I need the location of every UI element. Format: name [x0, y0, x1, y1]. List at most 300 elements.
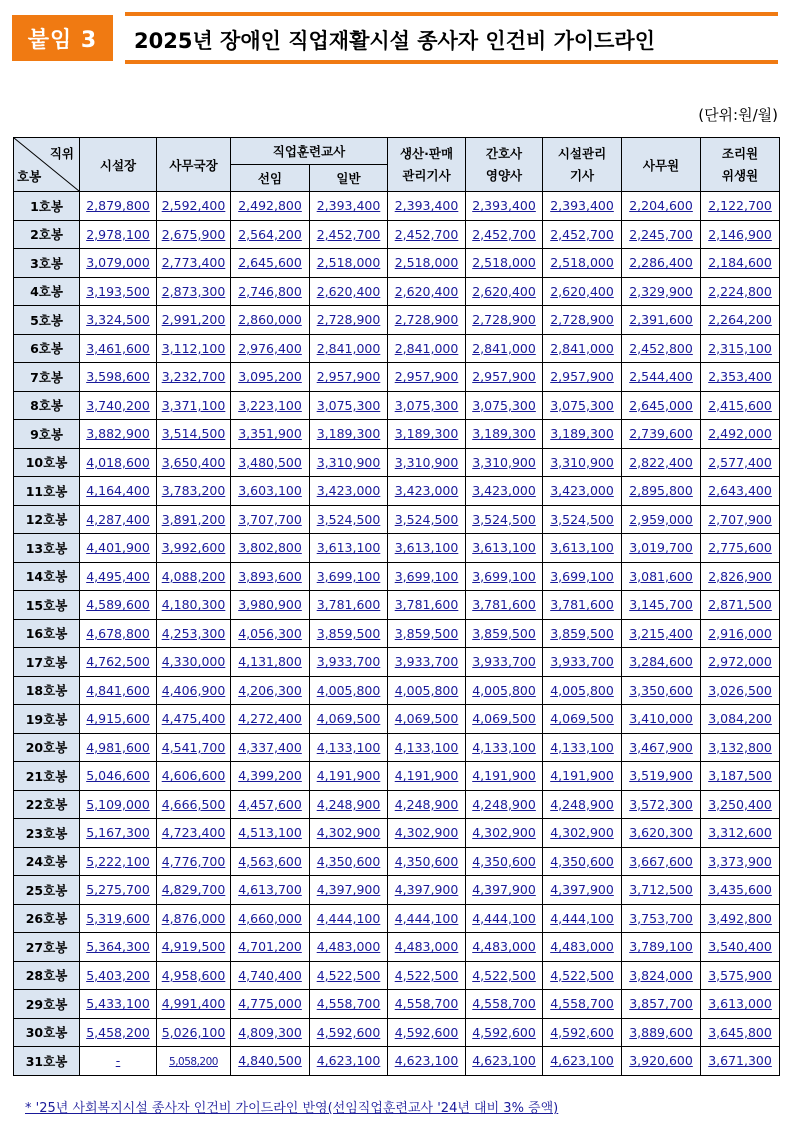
salary-value[interactable]: 3,893,600	[238, 568, 302, 584]
salary-value[interactable]: 5,167,300	[86, 825, 150, 841]
salary-value[interactable]: 4,337,400	[238, 739, 302, 755]
salary-value[interactable]: 5,433,100	[86, 996, 150, 1012]
salary-value[interactable]: 3,613,100	[316, 540, 381, 556]
salary-value[interactable]: 3,410,000	[629, 711, 693, 727]
salary-value[interactable]: 4,541,700	[161, 739, 226, 755]
salary-value[interactable]: 3,613,000	[708, 996, 772, 1012]
salary-value[interactable]: 4,740,400	[238, 967, 302, 983]
salary-value[interactable]: 4,613,700	[238, 882, 302, 898]
salary-value[interactable]: 3,423,000	[472, 483, 536, 499]
salary-value[interactable]: 4,350,600	[316, 853, 381, 869]
salary-value[interactable]: 4,302,900	[316, 825, 381, 841]
salary-value[interactable]: 4,397,900	[316, 882, 381, 898]
salary-value[interactable]: 3,781,600	[550, 597, 614, 613]
salary-value[interactable]: 3,645,800	[708, 1024, 772, 1040]
salary-value[interactable]: 2,841,000	[394, 340, 459, 356]
salary-value[interactable]: 4,191,900	[394, 768, 459, 784]
salary-value[interactable]: 2,452,700	[394, 226, 459, 242]
step-label: 11호봉	[14, 477, 80, 506]
salary-value[interactable]: 4,056,300	[238, 625, 302, 641]
salary-value[interactable]: 3,572,300	[629, 796, 693, 812]
step-label: 27호봉	[14, 933, 80, 962]
salary-value[interactable]: 2,492,800	[238, 198, 302, 214]
salary-value[interactable]: 4,701,200	[238, 939, 302, 955]
salary-value[interactable]: 2,976,400	[238, 340, 302, 356]
salary-cell	[388, 591, 466, 620]
salary-value[interactable]: -	[115, 1053, 121, 1069]
salary-value[interactable]: 2,841,000	[472, 340, 536, 356]
salary-value[interactable]: 3,079,000	[86, 255, 150, 271]
salary-value[interactable]: 2,746,800	[238, 283, 302, 299]
salary-value[interactable]: 3,781,600	[472, 597, 536, 613]
salary-cell	[388, 1018, 466, 1047]
salary-value[interactable]: 4,191,900	[472, 768, 536, 784]
salary-value[interactable]: 5,403,200	[86, 967, 150, 983]
salary-value[interactable]: 3,075,300	[550, 397, 614, 413]
salary-value[interactable]: 3,492,800	[708, 910, 772, 926]
salary-value[interactable]: 3,189,300	[316, 426, 381, 442]
salary-value[interactable]: 4,592,600	[394, 1024, 459, 1040]
salary-value[interactable]: 4,088,200	[161, 568, 226, 584]
salary-value[interactable]: 4,623,100	[316, 1053, 381, 1069]
salary-value[interactable]: 4,005,800	[472, 682, 536, 698]
salary-cell	[80, 220, 157, 249]
salary-value[interactable]: 2,957,900	[472, 369, 536, 385]
salary-value[interactable]: 4,444,100	[316, 910, 381, 926]
salary-value[interactable]: 3,667,600	[629, 853, 693, 869]
salary-value[interactable]: 4,444,100	[394, 910, 459, 926]
salary-value[interactable]: 2,957,900	[550, 369, 614, 385]
salary-value[interactable]: 3,189,300	[550, 426, 614, 442]
salary-value[interactable]: 4,397,900	[394, 882, 459, 898]
salary-value[interactable]: 4,302,900	[394, 825, 459, 841]
salary-value[interactable]: 2,620,400	[394, 283, 459, 299]
salary-value[interactable]: 3,514,500	[161, 426, 226, 442]
salary-value[interactable]: 3,859,500	[316, 625, 381, 641]
salary-value[interactable]: 3,026,500	[708, 682, 772, 698]
salary-value[interactable]: 3,351,900	[238, 426, 302, 442]
salary-value[interactable]: 2,518,000	[550, 255, 614, 271]
salary-value[interactable]: 2,146,900	[708, 226, 772, 242]
salary-value[interactable]: 4,606,600	[161, 768, 226, 784]
salary-value[interactable]: 4,762,500	[86, 654, 150, 670]
salary-value[interactable]: 4,302,900	[472, 825, 536, 841]
salary-value[interactable]: 4,981,600	[86, 739, 150, 755]
salary-value[interactable]: 2,518,000	[472, 255, 536, 271]
salary-value[interactable]: 4,558,700	[472, 996, 536, 1012]
salary-value[interactable]: 4,592,600	[472, 1024, 536, 1040]
salary-value[interactable]: 2,353,400	[708, 369, 772, 385]
salary-value[interactable]: 4,248,900	[472, 796, 536, 812]
salary-value[interactable]: 2,895,800	[629, 483, 693, 499]
salary-value[interactable]: 4,483,000	[394, 939, 459, 955]
salary-value[interactable]: 3,423,000	[550, 483, 614, 499]
salary-value[interactable]: 4,330,000	[161, 654, 226, 670]
salary-value[interactable]: 4,678,800	[86, 625, 150, 641]
table-row	[14, 534, 780, 563]
salary-value[interactable]: 4,483,000	[550, 939, 614, 955]
salary-value[interactable]: 5,364,300	[86, 939, 150, 955]
salary-value[interactable]: 4,005,800	[394, 682, 459, 698]
salary-value[interactable]: 4,457,600	[238, 796, 302, 812]
salary-value[interactable]: 5,319,600	[86, 910, 150, 926]
salary-value[interactable]: 4,206,300	[238, 682, 302, 698]
salary-value[interactable]: 3,575,900	[708, 967, 772, 983]
salary-value[interactable]: 3,857,700	[629, 996, 693, 1012]
salary-value[interactable]: 4,287,400	[86, 511, 150, 527]
salary-cell	[543, 648, 622, 677]
salary-value[interactable]: 2,245,700	[629, 226, 693, 242]
salary-value[interactable]: 3,699,100	[472, 568, 536, 584]
salary-value[interactable]: 3,310,900	[316, 454, 381, 470]
salary-value[interactable]: 2,452,700	[316, 226, 381, 242]
salary-value[interactable]: 3,312,600	[708, 825, 772, 841]
salary-value[interactable]: 3,350,600	[629, 682, 693, 698]
salary-value[interactable]: 2,822,400	[629, 454, 693, 470]
salary-value[interactable]: 4,958,600	[161, 967, 226, 983]
salary-value[interactable]: 4,133,100	[550, 739, 614, 755]
salary-value[interactable]: 2,452,700	[472, 226, 536, 242]
salary-value[interactable]: 2,775,600	[708, 540, 772, 556]
salary-value[interactable]: 5,275,700	[86, 882, 150, 898]
salary-value[interactable]: 5,046,600	[86, 768, 150, 784]
salary-value[interactable]: 2,415,600	[708, 397, 772, 413]
salary-value[interactable]: 4,350,600	[550, 853, 614, 869]
salary-value[interactable]: 3,933,700	[550, 654, 614, 670]
salary-value[interactable]: 3,882,900	[86, 426, 150, 442]
salary-cell	[80, 762, 157, 791]
salary-value[interactable]: 3,613,100	[472, 540, 536, 556]
salary-value[interactable]: 3,824,000	[629, 967, 693, 983]
salary-value[interactable]: 3,324,500	[86, 312, 150, 328]
salary-value[interactable]: 3,112,100	[161, 340, 226, 356]
salary-value[interactable]: 3,802,800	[238, 540, 302, 556]
salary-value[interactable]: 4,248,900	[394, 796, 459, 812]
salary-value[interactable]: 2,544,400	[629, 369, 693, 385]
salary-value[interactable]: 4,558,700	[550, 996, 614, 1012]
salary-cell	[466, 1018, 543, 1047]
salary-value[interactable]: 2,728,900	[472, 312, 536, 328]
salary-value[interactable]: 3,084,200	[708, 711, 772, 727]
salary-cell	[388, 819, 466, 848]
salary-value[interactable]: 3,232,700	[161, 369, 226, 385]
salary-cell	[310, 249, 388, 278]
salary-cell	[80, 448, 157, 477]
salary-value[interactable]: 2,620,400	[550, 283, 614, 299]
salary-value[interactable]: 3,373,900	[708, 853, 772, 869]
salary-value[interactable]: 3,671,300	[708, 1053, 772, 1069]
salary-value[interactable]: 4,776,700	[161, 853, 226, 869]
salary-value[interactable]: 3,781,600	[394, 597, 459, 613]
salary-value[interactable]: 4,513,100	[238, 825, 302, 841]
salary-value[interactable]: 2,957,900	[316, 369, 381, 385]
salary-value[interactable]: 3,992,600	[161, 540, 226, 556]
salary-value[interactable]: 4,018,600	[86, 454, 150, 470]
salary-value[interactable]: 2,315,100	[708, 340, 772, 356]
salary-value[interactable]: 3,712,500	[629, 882, 693, 898]
salary-value[interactable]: 3,650,400	[161, 454, 226, 470]
salary-value[interactable]: 2,728,900	[394, 312, 459, 328]
salary-value[interactable]: 4,069,500	[316, 711, 381, 727]
salary-cell	[543, 733, 622, 762]
salary-value[interactable]: 2,224,800	[708, 283, 772, 299]
salary-value[interactable]: 4,522,500	[472, 967, 536, 983]
salary-value[interactable]: 5,458,200	[86, 1024, 150, 1040]
salary-value[interactable]: 4,191,900	[316, 768, 381, 784]
salary-value[interactable]: 2,991,200	[161, 312, 226, 328]
salary-value[interactable]: 4,406,900	[161, 682, 226, 698]
salary-value[interactable]: 5,109,000	[86, 796, 150, 812]
salary-value[interactable]: 3,075,300	[394, 397, 459, 413]
salary-value[interactable]: 3,187,500	[708, 768, 772, 784]
salary-cell	[622, 619, 701, 648]
salary-value[interactable]: 3,193,500	[86, 283, 150, 299]
salary-cell	[543, 591, 622, 620]
salary-value[interactable]: 3,707,700	[238, 511, 302, 527]
salary-value[interactable]: 4,841,600	[86, 682, 150, 698]
salary-value[interactable]: 2,841,000	[316, 340, 381, 356]
salary-value[interactable]: 4,401,900	[86, 540, 150, 556]
salary-value[interactable]: 3,310,900	[472, 454, 536, 470]
salary-value[interactable]: 4,350,600	[394, 853, 459, 869]
salary-value[interactable]: 3,699,100	[394, 568, 459, 584]
salary-value[interactable]: 3,889,600	[629, 1024, 693, 1040]
salary-value[interactable]: 3,519,900	[629, 768, 693, 784]
salary-value[interactable]: 2,393,400	[550, 198, 614, 214]
salary-value[interactable]: 4,005,800	[550, 682, 614, 698]
salary-value[interactable]: 3,891,200	[161, 511, 226, 527]
salary-value[interactable]: 2,916,000	[708, 625, 772, 641]
salary-value[interactable]: 2,492,000	[708, 426, 772, 442]
salary-value[interactable]: 3,371,100	[161, 397, 226, 413]
salary-value[interactable]: 4,253,300	[161, 625, 226, 641]
salary-value[interactable]: 4,558,700	[394, 996, 459, 1012]
salary-value[interactable]: 4,444,100	[472, 910, 536, 926]
salary-value[interactable]: 2,645,600	[238, 255, 302, 271]
salary-value[interactable]: 4,069,500	[472, 711, 536, 727]
salary-value[interactable]: 4,495,400	[86, 568, 150, 584]
salary-value[interactable]: 2,957,900	[394, 369, 459, 385]
salary-cell	[231, 1047, 310, 1076]
salary-value[interactable]: 3,933,700	[472, 654, 536, 670]
salary-value[interactable]: 3,859,500	[472, 625, 536, 641]
salary-value[interactable]: 2,773,400	[161, 255, 226, 271]
salary-value[interactable]: 4,592,600	[316, 1024, 381, 1040]
salary-value[interactable]: 3,933,700	[394, 654, 459, 670]
salary-value[interactable]: 4,444,100	[550, 910, 614, 926]
salary-value[interactable]: 3,540,400	[708, 939, 772, 955]
salary-value[interactable]: 3,145,700	[629, 597, 693, 613]
salary-value[interactable]: 4,660,000	[238, 910, 302, 926]
salary-value[interactable]: 3,435,600	[708, 882, 772, 898]
salary-value[interactable]: 3,284,600	[629, 654, 693, 670]
salary-value[interactable]: 3,215,400	[629, 625, 693, 641]
salary-value[interactable]: 4,829,700	[161, 882, 226, 898]
salary-value[interactable]: 2,564,200	[238, 226, 302, 242]
salary-value[interactable]: 4,005,800	[316, 682, 381, 698]
salary-value[interactable]: 2,826,900	[708, 568, 772, 584]
salary-value[interactable]: 4,915,600	[86, 711, 150, 727]
salary-value[interactable]: 2,873,300	[161, 283, 226, 299]
salary-value[interactable]: 4,522,500	[316, 967, 381, 983]
salary-value[interactable]: 3,310,900	[394, 454, 459, 470]
salary-value[interactable]: 2,675,900	[161, 226, 226, 242]
salary-value[interactable]: 4,876,000	[161, 910, 226, 926]
salary-value[interactable]: 3,783,200	[161, 483, 226, 499]
salary-value[interactable]: 5,026,100	[161, 1024, 226, 1040]
salary-value[interactable]: 4,350,600	[472, 853, 536, 869]
salary-value[interactable]: 3,524,500	[316, 511, 381, 527]
salary-value[interactable]: 4,272,400	[238, 711, 302, 727]
salary-value[interactable]: 2,978,100	[86, 226, 150, 242]
salary-cell	[543, 363, 622, 392]
salary-value[interactable]: 3,740,200	[86, 397, 150, 413]
salary-value[interactable]: 3,075,300	[316, 397, 381, 413]
salary-value[interactable]: 4,397,900	[550, 882, 614, 898]
salary-value[interactable]: 4,723,400	[161, 825, 226, 841]
salary-value[interactable]: 5,222,100	[86, 853, 150, 869]
salary-value[interactable]: 3,598,600	[86, 369, 150, 385]
salary-value[interactable]: 2,620,400	[472, 283, 536, 299]
salary-value[interactable]: 4,623,100	[472, 1053, 536, 1069]
salary-value[interactable]: 3,524,500	[394, 511, 459, 527]
salary-value[interactable]: 4,592,600	[550, 1024, 614, 1040]
salary-value[interactable]: 3,461,600	[86, 340, 150, 356]
salary-value[interactable]: 2,393,400	[316, 198, 381, 214]
salary-value[interactable]: 2,620,400	[316, 283, 381, 299]
salary-value[interactable]: 2,518,000	[394, 255, 459, 271]
salary-value[interactable]: 3,132,800	[708, 739, 772, 755]
salary-value[interactable]: 5,058,200	[169, 1056, 218, 1069]
salary-cell	[466, 277, 543, 306]
salary-value[interactable]: 3,859,500	[394, 625, 459, 641]
salary-value[interactable]: 4,522,500	[550, 967, 614, 983]
salary-value[interactable]: 2,860,000	[238, 312, 302, 328]
salary-value[interactable]: 4,919,500	[161, 939, 226, 955]
salary-value[interactable]: 2,645,000	[629, 397, 693, 413]
salary-value[interactable]: 2,841,000	[550, 340, 614, 356]
salary-value[interactable]: 3,310,900	[550, 454, 614, 470]
salary-value[interactable]: 4,069,500	[550, 711, 614, 727]
salary-cell	[231, 505, 310, 534]
salary-value[interactable]: 2,739,600	[629, 426, 693, 442]
salary-value[interactable]: 4,589,600	[86, 597, 150, 613]
table-row	[14, 448, 780, 477]
salary-value[interactable]: 3,699,100	[316, 568, 381, 584]
salary-value[interactable]: 3,019,700	[629, 540, 693, 556]
salary-value[interactable]: 2,393,400	[472, 198, 536, 214]
salary-value[interactable]: 3,613,100	[394, 540, 459, 556]
salary-value[interactable]: 2,264,200	[708, 312, 772, 328]
salary-value[interactable]: 4,558,700	[316, 996, 381, 1012]
salary-value[interactable]: 3,095,200	[238, 369, 302, 385]
salary-value[interactable]: 3,081,600	[629, 568, 693, 584]
salary-value[interactable]: 3,781,600	[316, 597, 381, 613]
salary-value[interactable]: 3,699,100	[550, 568, 614, 584]
salary-value[interactable]: 3,189,300	[472, 426, 536, 442]
salary-value[interactable]: 3,524,500	[550, 511, 614, 527]
salary-value[interactable]: 3,467,900	[629, 739, 693, 755]
salary-value[interactable]: 3,524,500	[472, 511, 536, 527]
salary-value[interactable]: 4,991,400	[161, 996, 226, 1012]
salary-value[interactable]: 4,623,100	[550, 1053, 614, 1069]
salary-value[interactable]: 2,329,900	[629, 283, 693, 299]
salary-value[interactable]: 3,223,100	[238, 397, 302, 413]
salary-value[interactable]: 2,871,500	[708, 597, 772, 613]
salary-value[interactable]: 4,164,400	[86, 483, 150, 499]
salary-value[interactable]: 2,728,900	[316, 312, 381, 328]
salary-value[interactable]: 3,480,500	[238, 454, 302, 470]
salary-value[interactable]: 3,920,600	[629, 1053, 693, 1069]
salary-value[interactable]: 4,131,800	[238, 654, 302, 670]
salary-value[interactable]: 4,483,000	[472, 939, 536, 955]
salary-value[interactable]: 3,250,400	[708, 796, 772, 812]
salary-value[interactable]: 4,248,900	[316, 796, 381, 812]
salary-value[interactable]: 4,069,500	[394, 711, 459, 727]
salary-value[interactable]: 4,302,900	[550, 825, 614, 841]
salary-value[interactable]: 4,191,900	[550, 768, 614, 784]
salary-value[interactable]: 4,775,000	[238, 996, 302, 1012]
salary-value[interactable]: 2,728,900	[550, 312, 614, 328]
salary-value[interactable]: 2,577,400	[708, 454, 772, 470]
salary-value[interactable]: 4,399,200	[238, 768, 302, 784]
salary-value[interactable]: 4,522,500	[394, 967, 459, 983]
salary-value[interactable]: 3,075,300	[472, 397, 536, 413]
salary-value[interactable]: 4,840,500	[238, 1053, 302, 1069]
salary-value[interactable]: 2,286,400	[629, 255, 693, 271]
salary-value[interactable]: 3,980,900	[238, 597, 302, 613]
salary-value[interactable]: 3,859,500	[550, 625, 614, 641]
salary-value[interactable]: 4,483,000	[316, 939, 381, 955]
salary-value[interactable]: 2,643,400	[708, 483, 772, 499]
salary-value[interactable]: 4,133,100	[394, 739, 459, 755]
salary-value[interactable]: 3,423,000	[394, 483, 459, 499]
salary-value[interactable]: 4,623,100	[394, 1053, 459, 1069]
salary-value[interactable]: 4,248,900	[550, 796, 614, 812]
salary-value[interactable]: 4,133,100	[472, 739, 536, 755]
salary-value[interactable]: 2,592,400	[161, 198, 226, 214]
salary-value[interactable]: 4,133,100	[316, 739, 381, 755]
salary-value[interactable]: 3,603,100	[238, 483, 302, 499]
salary-value[interactable]: 2,707,900	[708, 511, 772, 527]
salary-value[interactable]: 2,518,000	[316, 255, 381, 271]
salary-value[interactable]: 4,180,300	[161, 597, 226, 613]
salary-value[interactable]: 4,475,400	[161, 711, 226, 727]
salary-value[interactable]: 4,666,500	[161, 796, 226, 812]
salary-value[interactable]: 2,972,000	[708, 654, 772, 670]
salary-value[interactable]: 2,959,000	[629, 511, 693, 527]
salary-value[interactable]: 3,753,700	[629, 910, 693, 926]
salary-value[interactable]: 3,789,100	[629, 939, 693, 955]
salary-value[interactable]: 3,933,700	[316, 654, 381, 670]
salary-value[interactable]: 2,204,600	[629, 198, 693, 214]
salary-value[interactable]: 2,879,800	[86, 198, 150, 214]
salary-value[interactable]: 2,452,700	[550, 226, 614, 242]
salary-value[interactable]: 2,184,600	[708, 255, 772, 271]
salary-value[interactable]: 2,393,400	[394, 198, 459, 214]
salary-value[interactable]: 2,391,600	[629, 312, 693, 328]
salary-value[interactable]: 3,620,300	[629, 825, 693, 841]
salary-value[interactable]: 4,809,300	[238, 1024, 302, 1040]
salary-cell	[388, 192, 466, 221]
salary-value[interactable]: 4,397,900	[472, 882, 536, 898]
salary-value[interactable]: 2,122,700	[708, 198, 772, 214]
salary-value[interactable]: 4,563,600	[238, 853, 302, 869]
salary-value[interactable]: 3,613,100	[550, 540, 614, 556]
salary-value[interactable]: 3,189,300	[394, 426, 459, 442]
salary-value[interactable]: 2,452,800	[629, 340, 693, 356]
salary-value[interactable]: 3,423,000	[316, 483, 381, 499]
